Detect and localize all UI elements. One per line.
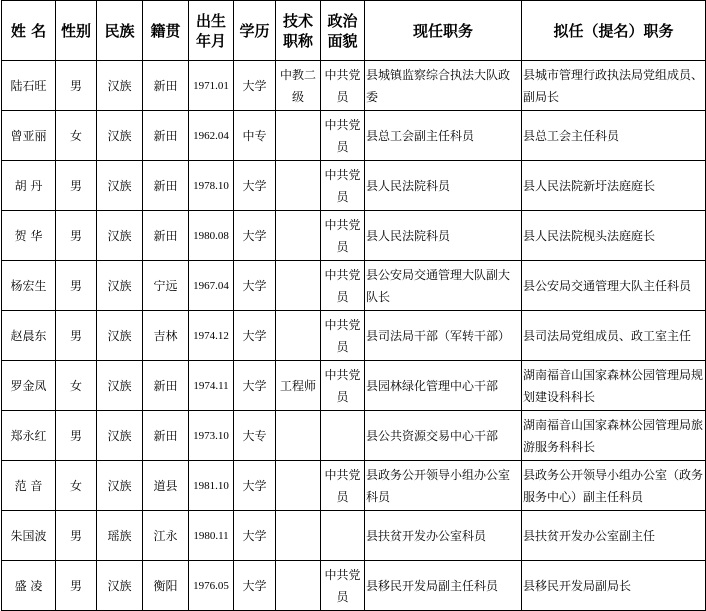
- cell-proposed-post: 县城市管理行政执法局党组成员、副局长: [522, 61, 706, 111]
- cell-education: 大学: [234, 511, 276, 561]
- cell-current-post: 县移民开发局副主任科员: [365, 561, 522, 611]
- header-native: 籍贯: [143, 1, 189, 61]
- cell-native: 吉林: [143, 311, 189, 361]
- cell-native: 新田: [143, 111, 189, 161]
- cell-gender: 男: [56, 261, 97, 311]
- cell-political: 中共党员: [321, 111, 365, 161]
- cell-name: 范 音: [2, 461, 56, 511]
- cell-current-post: 县人民法院科员: [365, 161, 522, 211]
- cell-title: [276, 511, 321, 561]
- cell-native: 新田: [143, 211, 189, 261]
- table-row: [2, 261, 706, 311]
- cell-name: 赵晨东: [2, 311, 56, 361]
- header-ethnicity: 民族: [97, 1, 143, 61]
- cell-birth: 1974.11: [189, 361, 234, 411]
- cell-birth: 1981.10: [189, 461, 234, 511]
- cell-name: 曾亚丽: [2, 111, 56, 161]
- cell-title: [276, 311, 321, 361]
- cell-ethnicity: 汉族: [97, 211, 143, 261]
- cell-title: [276, 261, 321, 311]
- cell-political: 中共党员: [321, 361, 365, 411]
- cell-proposed-post: 湖南福音山国家森林公园管理局旅游服务科科长: [522, 411, 706, 461]
- cell-name: 胡 丹: [2, 161, 56, 211]
- cell-current-post: 县总工会副主任科员: [365, 111, 522, 161]
- cell-native: 江永: [143, 511, 189, 561]
- cell-education: 大学: [234, 261, 276, 311]
- cell-gender: 男: [56, 211, 97, 261]
- cell-native: 新田: [143, 61, 189, 111]
- cell-name: 朱国波: [2, 511, 56, 561]
- cell-birth: 1962.04: [189, 111, 234, 161]
- cell-birth: 1980.11: [189, 511, 234, 561]
- table-row: [2, 111, 706, 161]
- cell-education: 大学: [234, 361, 276, 411]
- header-political: 政治面貌: [321, 1, 365, 61]
- cell-birth: 1974.12: [189, 311, 234, 361]
- table-row: [2, 561, 706, 611]
- cell-current-post: 县政务公开领导小组办公室科员: [365, 461, 522, 511]
- cell-current-post: 县城镇监察综合执法大队政委: [365, 61, 522, 111]
- header-birth: 出生年月: [189, 1, 234, 61]
- cell-political: 中共党员: [321, 161, 365, 211]
- cell-ethnicity: 汉族: [97, 61, 143, 111]
- cell-title: 中教二级: [276, 61, 321, 111]
- header-title: 技术职称: [276, 1, 321, 61]
- cell-education: 中专: [234, 111, 276, 161]
- cell-current-post: 县公安局交通管理大队副大队长: [365, 261, 522, 311]
- cell-current-post: 县司法局干部（军转干部）: [365, 311, 522, 361]
- cell-gender: 男: [56, 161, 97, 211]
- cell-current-post: 县扶贫开发办公室科员: [365, 511, 522, 561]
- cell-name: 罗金凤: [2, 361, 56, 411]
- cell-gender: 男: [56, 311, 97, 361]
- cell-ethnicity: 汉族: [97, 461, 143, 511]
- cell-birth: 1976.05: [189, 561, 234, 611]
- cell-birth: 1978.10: [189, 161, 234, 211]
- cell-birth: 1971.01: [189, 61, 234, 111]
- table-row: [2, 161, 706, 211]
- cell-gender: 男: [56, 561, 97, 611]
- table-row: [2, 461, 706, 511]
- cell-gender: 男: [56, 411, 97, 461]
- header-proposed-post: 拟任（提名）职务: [522, 1, 706, 61]
- cell-name: 贺 华: [2, 211, 56, 261]
- cell-ethnicity: 瑶族: [97, 511, 143, 561]
- cell-title: [276, 211, 321, 261]
- cell-title: [276, 111, 321, 161]
- cell-political: 中共党员: [321, 561, 365, 611]
- cell-gender: 女: [56, 461, 97, 511]
- cell-gender: 男: [56, 511, 97, 561]
- cell-political: 中共党员: [321, 261, 365, 311]
- cell-name: 盛 凌: [2, 561, 56, 611]
- cell-proposed-post: 县人民法院枧头法庭庭长: [522, 211, 706, 261]
- cell-title: [276, 461, 321, 511]
- cell-ethnicity: 汉族: [97, 111, 143, 161]
- table-row: [2, 511, 706, 561]
- table-row: [2, 411, 706, 461]
- cell-political: [321, 411, 365, 461]
- cell-title: [276, 161, 321, 211]
- cell-gender: 女: [56, 111, 97, 161]
- cell-title: [276, 561, 321, 611]
- cell-name: 杨宏生: [2, 261, 56, 311]
- cell-native: 新田: [143, 411, 189, 461]
- header-current-post: 现任职务: [365, 1, 522, 61]
- cell-current-post: 县公共资源交易中心干部: [365, 411, 522, 461]
- cell-ethnicity: 汉族: [97, 561, 143, 611]
- cell-ethnicity: 汉族: [97, 161, 143, 211]
- cell-proposed-post: 县政务公开领导小组办公室（政务服务中心）副主任科员: [522, 461, 706, 511]
- cell-title: 工程师: [276, 361, 321, 411]
- header-gender: 性别: [56, 1, 97, 61]
- cell-education: 大学: [234, 311, 276, 361]
- cell-ethnicity: 汉族: [97, 361, 143, 411]
- cell-education: 大学: [234, 61, 276, 111]
- cell-political: 中共党员: [321, 461, 365, 511]
- table-row: [2, 361, 706, 411]
- cell-name: 郑永红: [2, 411, 56, 461]
- cell-proposed-post: 县移民开发局副局长: [522, 561, 706, 611]
- cell-ethnicity: 汉族: [97, 261, 143, 311]
- table-row: [2, 311, 706, 361]
- cell-political: 中共党员: [321, 311, 365, 361]
- table-row: [2, 211, 706, 261]
- cell-name: 陆石旺: [2, 61, 56, 111]
- cell-native: 新田: [143, 161, 189, 211]
- cell-birth: 1980.08: [189, 211, 234, 261]
- cell-proposed-post: 县公安局交通管理大队主任科员: [522, 261, 706, 311]
- cell-title: [276, 411, 321, 461]
- header-row: [2, 1, 706, 61]
- cell-proposed-post: 县人民法院新圩法庭庭长: [522, 161, 706, 211]
- cell-proposed-post: 县扶贫开发办公室副主任: [522, 511, 706, 561]
- cell-education: 大学: [234, 161, 276, 211]
- cell-current-post: 县园林绿化管理中心干部: [365, 361, 522, 411]
- cell-native: 衡阳: [143, 561, 189, 611]
- cell-political: 中共党员: [321, 61, 365, 111]
- header-name: 姓 名: [2, 1, 56, 61]
- cell-ethnicity: 汉族: [97, 311, 143, 361]
- cell-political: 中共党员: [321, 211, 365, 261]
- cell-gender: 女: [56, 361, 97, 411]
- cell-political: [321, 511, 365, 561]
- cell-education: 大专: [234, 411, 276, 461]
- header-education: 学历: [234, 1, 276, 61]
- cell-proposed-post: 县司法局党组成员、政工室主任: [522, 311, 706, 361]
- cell-native: 道县: [143, 461, 189, 511]
- cell-education: 大学: [234, 211, 276, 261]
- table-row: [2, 61, 706, 111]
- cell-birth: 1967.04: [189, 261, 234, 311]
- cell-birth: 1973.10: [189, 411, 234, 461]
- cell-current-post: 县人民法院科员: [365, 211, 522, 261]
- cell-education: 大学: [234, 561, 276, 611]
- cell-ethnicity: 汉族: [97, 411, 143, 461]
- cell-gender: 男: [56, 61, 97, 111]
- cell-proposed-post: 县总工会主任科员: [522, 111, 706, 161]
- cell-native: 宁远: [143, 261, 189, 311]
- cell-education: 大学: [234, 461, 276, 511]
- cell-proposed-post: 湖南福音山国家森林公园管理局规划建设科科长: [522, 361, 706, 411]
- personnel-table: [1, 0, 706, 611]
- cell-native: 新田: [143, 361, 189, 411]
